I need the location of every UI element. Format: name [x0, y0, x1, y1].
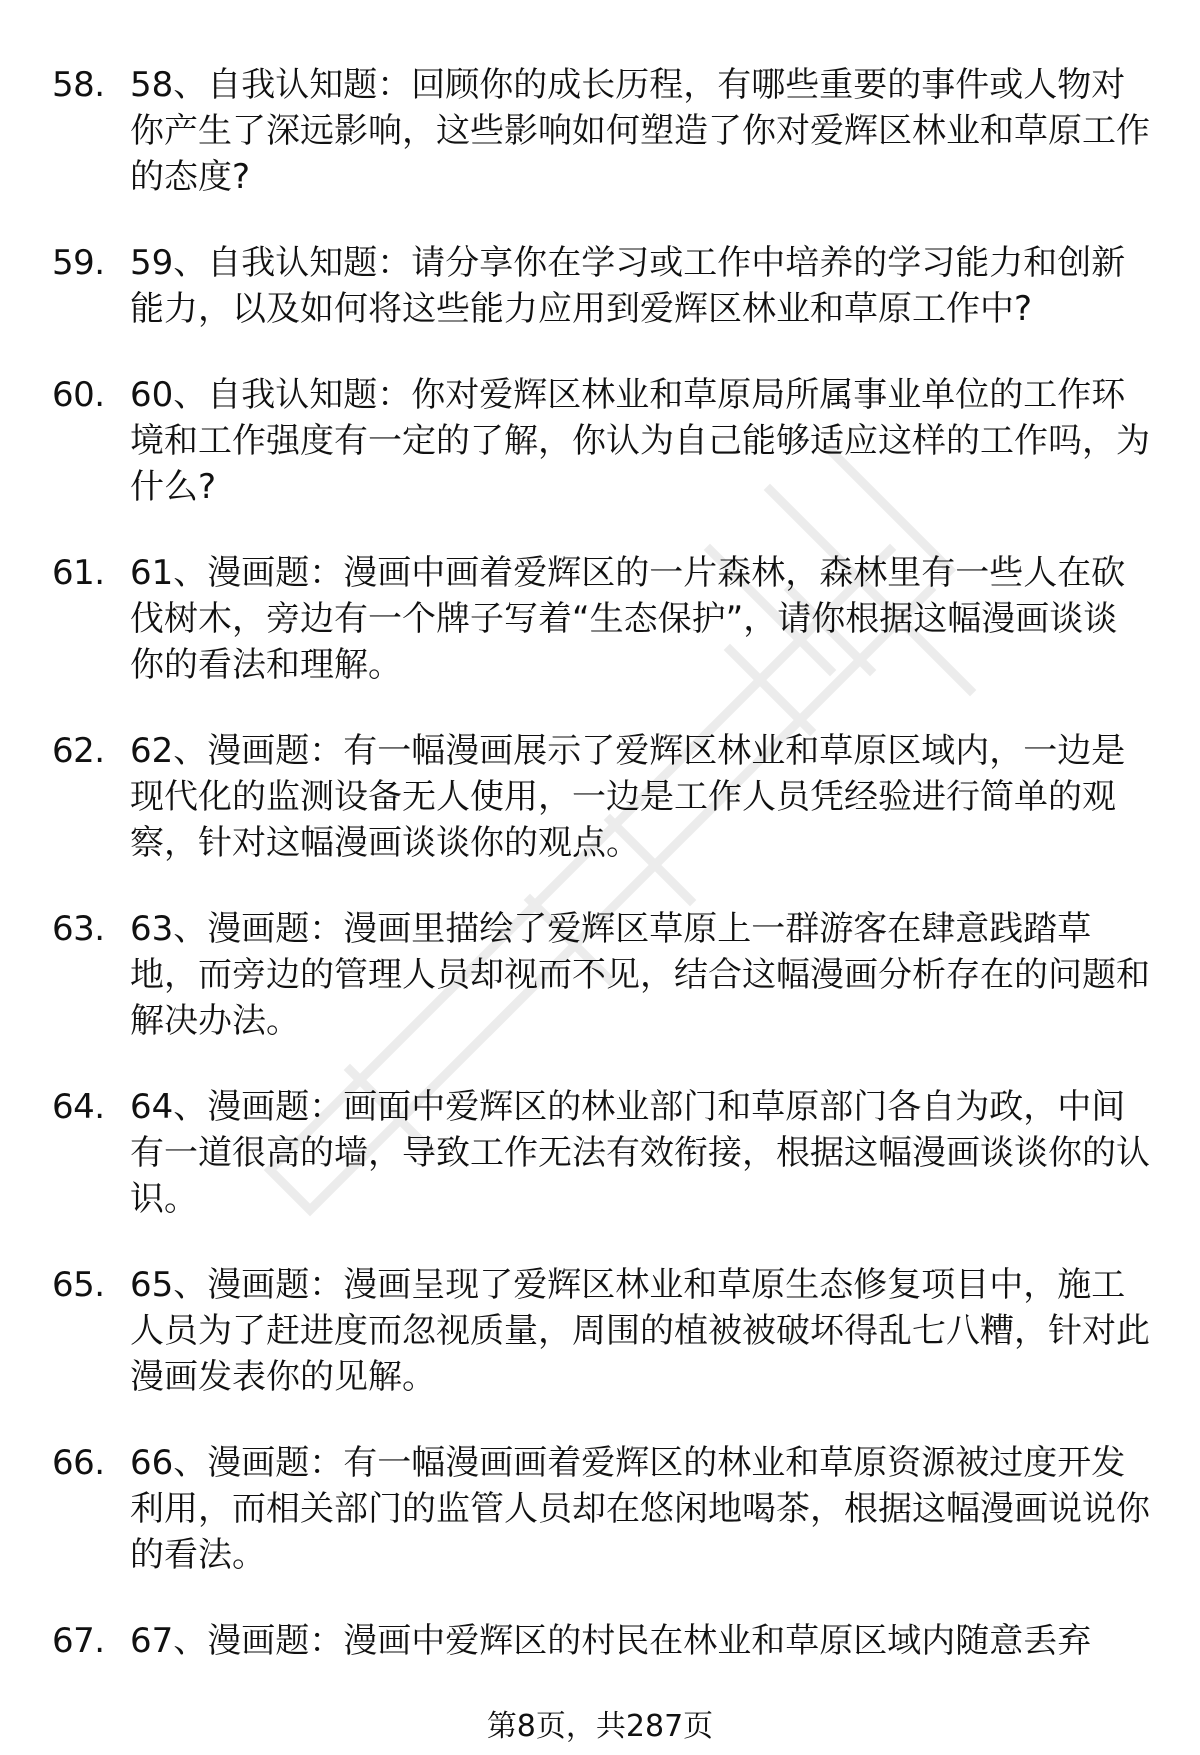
list-item — [0, 550, 1200, 688]
list-item — [0, 1262, 1200, 1400]
question-number: 67. — [52, 1621, 105, 1661]
list-item — [0, 372, 1200, 510]
list-item — [0, 240, 1200, 332]
question-text: 60、自我认知题：你对爱辉区林业和草原局所属事业单位的工作环境和工作强度有一定的了解，你认为自己能够适应这样的工作吗，为什么? — [130, 375, 1150, 507]
question-number: 65. — [52, 1265, 105, 1305]
list-item — [0, 1440, 1200, 1578]
question-number: 62. — [52, 731, 105, 771]
page-indicator: 第8页，共287页 — [486, 1709, 714, 1744]
question-number: 66. — [52, 1443, 105, 1483]
question-text: 62、漫画题：有一幅漫画展示了爱辉区林业和草原区域内，一边是现代化的监测设备无人使用，一边是工作人员凭经验进行简单的观察，针对这幅漫画谈谈你的观点。 — [130, 731, 1126, 863]
list-item — [0, 1618, 1200, 1664]
question-list — [0, 62, 1200, 1704]
question-number: 58. — [52, 65, 105, 105]
question-text: 58、自我认知题：回顾你的成长历程，有哪些重要的事件或人物对你产生了深远影响，这些影响如何塑造了你对爱辉区林业和草原工作的态度? — [130, 65, 1150, 197]
question-number: 59. — [52, 243, 105, 283]
question-text: 59、自我认知题：请分享你在学习或工作中培养的学习能力和创新能力，以及如何将这些能力应用到爱辉区林业和草原工作中? — [130, 243, 1126, 329]
question-number: 61. — [52, 553, 105, 593]
question-text: 65、漫画题：漫画呈现了爱辉区林业和草原生态修复项目中，施工人员为了赶进度而忽视质量，周围的植被被破坏得乱七八糟，针对此漫画发表你的见解。 — [130, 1265, 1150, 1397]
question-number: 64. — [52, 1087, 105, 1127]
list-item — [0, 906, 1200, 1044]
list-item — [0, 62, 1200, 200]
question-text: 67、漫画题：漫画中爱辉区的村民在林业和草原区域内随意丢弃 — [130, 1621, 1092, 1661]
question-text: 66、漫画题：有一幅漫画画着爱辉区的林业和草原资源被过度开发利用，而相关部门的监管人员却在悠闲地喝茶，根据这幅漫画说说你的看法。 — [130, 1443, 1150, 1575]
question-number: 60. — [52, 375, 105, 415]
question-text: 61、漫画题：漫画中画着爱辉区的一片森林，森林里有一些人在砍伐树木，旁边有一个牌子写着“生态保护”，请你根据这幅漫画谈谈你的看法和理解。 — [130, 553, 1126, 685]
question-number: 63. — [52, 909, 105, 949]
list-item — [0, 1084, 1200, 1222]
question-text: 64、漫画题：画面中爱辉区的林业部门和草原部门各自为政，中间有一道很高的墙，导致工作无法有效衔接，根据这幅漫画谈谈你的认识。 — [130, 1087, 1150, 1219]
list-item — [0, 728, 1200, 866]
question-text: 63、漫画题：漫画里描绘了爱辉区草原上一群游客在肆意践踏草地，而旁边的管理人员却视而不见，结合这幅漫画分析存在的问题和解决办法。 — [130, 909, 1150, 1041]
